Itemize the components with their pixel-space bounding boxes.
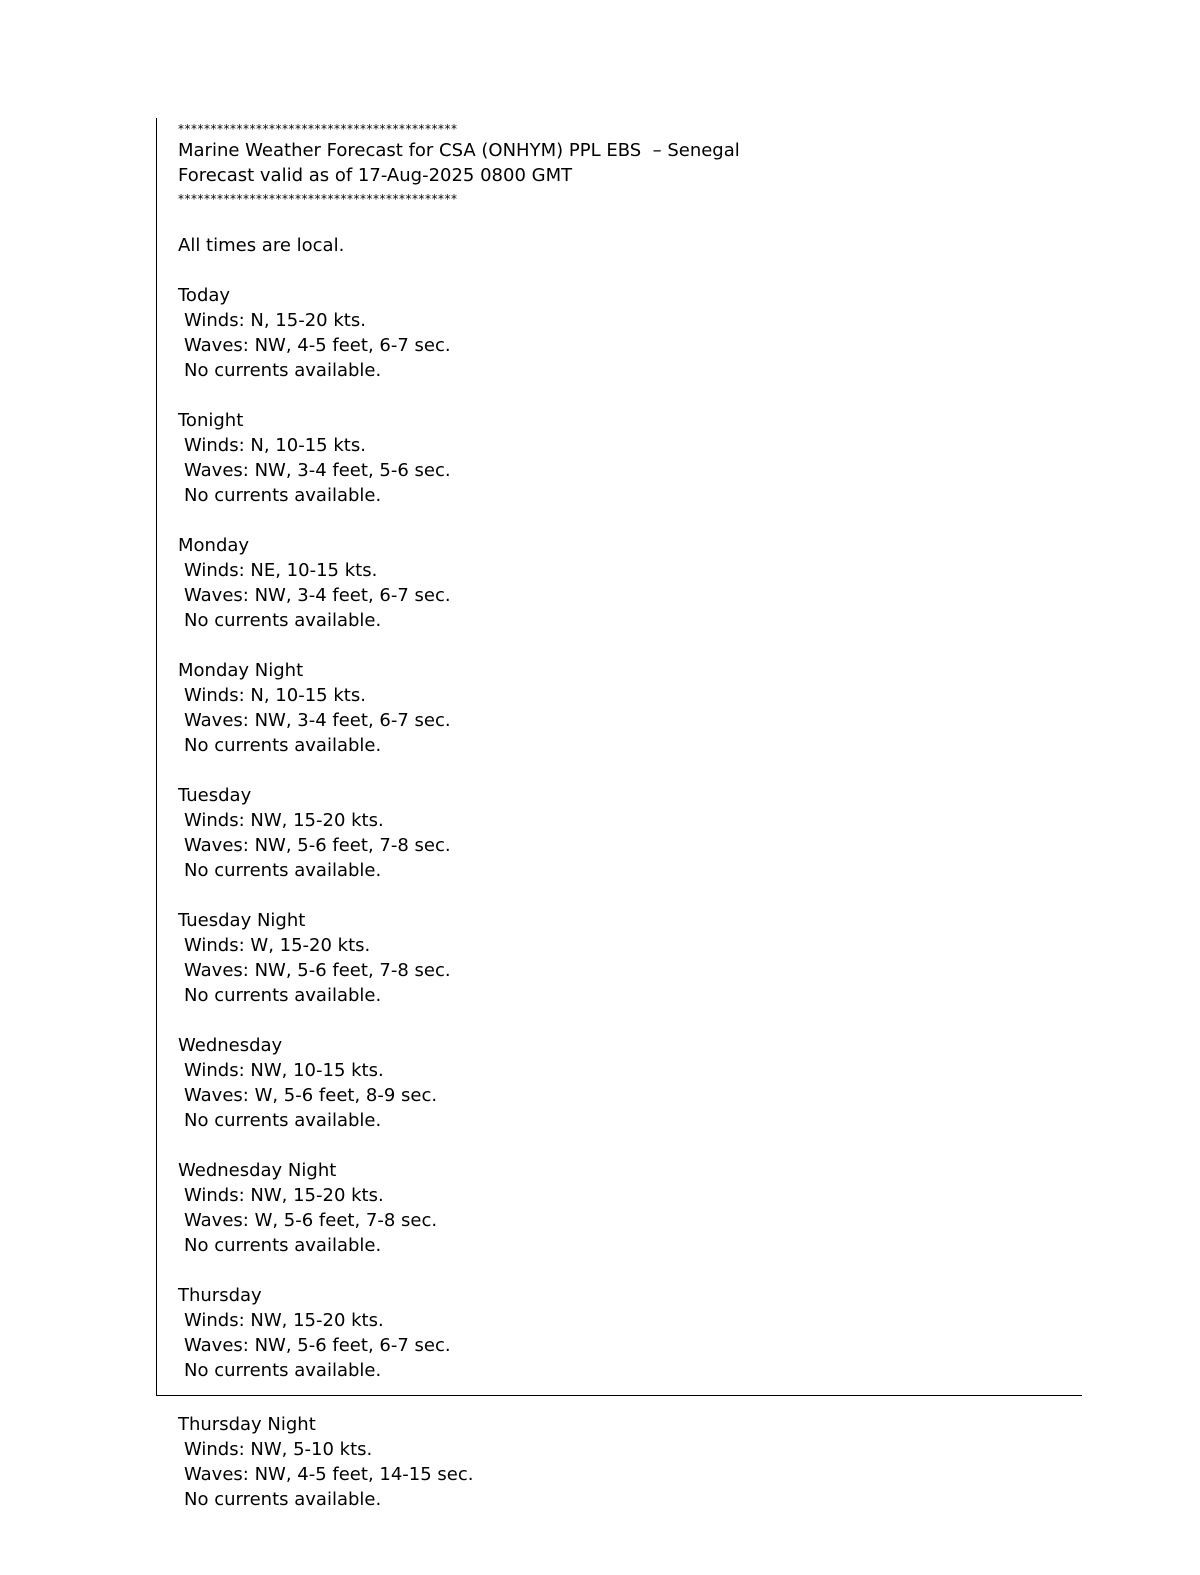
period-wednesday-night xyxy=(178,1158,1058,1258)
period-label: Tonight xyxy=(178,410,244,431)
period-currents: No currents available. xyxy=(184,485,382,506)
period-monday xyxy=(178,533,1058,633)
times-note: All times are local. xyxy=(178,235,345,256)
period-winds: Winds: NW, 15-20 kts. xyxy=(184,1185,384,1206)
header-stars-bottom: ******************************************* xyxy=(178,192,458,206)
period-waves: Waves: NW, 5-6 feet, 6-7 sec. xyxy=(184,1335,451,1356)
period-waves: Waves: NW, 5-6 feet, 7-8 sec. xyxy=(184,835,451,856)
period-monday-night xyxy=(178,658,1058,758)
period-label: Thursday Night xyxy=(178,1414,316,1435)
period-waves: Waves: NW, 3-4 feet, 6-7 sec. xyxy=(184,710,451,731)
period-label: Tuesday Night xyxy=(178,910,306,931)
period-winds: Winds: N, 15-20 kts. xyxy=(184,310,366,331)
period-winds: Winds: W, 15-20 kts. xyxy=(184,935,371,956)
period-thursday xyxy=(178,1283,1058,1383)
period-winds: Winds: NE, 10-15 kts. xyxy=(184,560,378,581)
period-tuesday-night xyxy=(178,908,1058,1008)
forecast-valid-time: Forecast valid as of 17-Aug-2025 0800 GMT xyxy=(178,165,573,186)
period-currents: No currents available. xyxy=(184,985,382,1006)
period-waves: Waves: NW, 3-4 feet, 6-7 sec. xyxy=(184,585,451,606)
period-currents: No currents available. xyxy=(184,1489,382,1510)
period-label: Wednesday Night xyxy=(178,1160,337,1181)
period-label: Today xyxy=(178,285,231,306)
period-currents: No currents available. xyxy=(184,360,382,381)
period-label: Monday xyxy=(178,535,250,556)
period-thursday-night-content xyxy=(178,1412,1058,1512)
bottom-border-rule xyxy=(156,1395,1082,1396)
period-tonight xyxy=(178,408,1058,508)
period-label: Monday Night xyxy=(178,660,304,681)
period-currents: No currents available. xyxy=(184,735,382,756)
period-label: Tuesday xyxy=(178,785,252,806)
period-waves: Waves: W, 5-6 feet, 7-8 sec. xyxy=(184,1210,438,1231)
period-currents: No currents available. xyxy=(184,1360,382,1381)
forecast-document xyxy=(178,118,1058,1383)
left-border-rule xyxy=(156,118,157,1396)
period-winds: Winds: N, 10-15 kts. xyxy=(184,685,366,706)
period-waves: Waves: W, 5-6 feet, 8-9 sec. xyxy=(184,1085,438,1106)
period-winds: Winds: NW, 15-20 kts. xyxy=(184,810,384,831)
period-waves: Waves: NW, 5-6 feet, 7-8 sec. xyxy=(184,960,451,981)
forecast-title: Marine Weather Forecast for CSA (ONHYM) PPL EBS – Senegal xyxy=(178,140,740,161)
period-waves: Waves: NW, 4-5 feet, 14-15 sec. xyxy=(184,1464,474,1485)
period-waves: Waves: NW, 3-4 feet, 5-6 sec. xyxy=(184,460,451,481)
period-currents: No currents available. xyxy=(184,610,382,631)
period-label: Wednesday xyxy=(178,1035,283,1056)
period-currents: No currents available. xyxy=(184,1110,382,1131)
period-currents: No currents available. xyxy=(184,860,382,881)
period-winds: Winds: NW, 5-10 kts. xyxy=(184,1439,373,1460)
period-waves: Waves: NW, 4-5 feet, 6-7 sec. xyxy=(184,335,451,356)
forecast-header xyxy=(178,118,1058,208)
period-winds: Winds: NW, 15-20 kts. xyxy=(184,1310,384,1331)
period-currents: No currents available. xyxy=(184,1235,382,1256)
period-tuesday xyxy=(178,783,1058,883)
period-winds: Winds: N, 10-15 kts. xyxy=(184,435,366,456)
period-winds: Winds: NW, 10-15 kts. xyxy=(184,1060,384,1081)
period-label: Thursday xyxy=(178,1285,262,1306)
header-stars-top: ******************************************* xyxy=(178,122,458,136)
period-thursday-night xyxy=(178,1412,1058,1512)
period-today xyxy=(178,283,1058,383)
period-wednesday xyxy=(178,1033,1058,1133)
